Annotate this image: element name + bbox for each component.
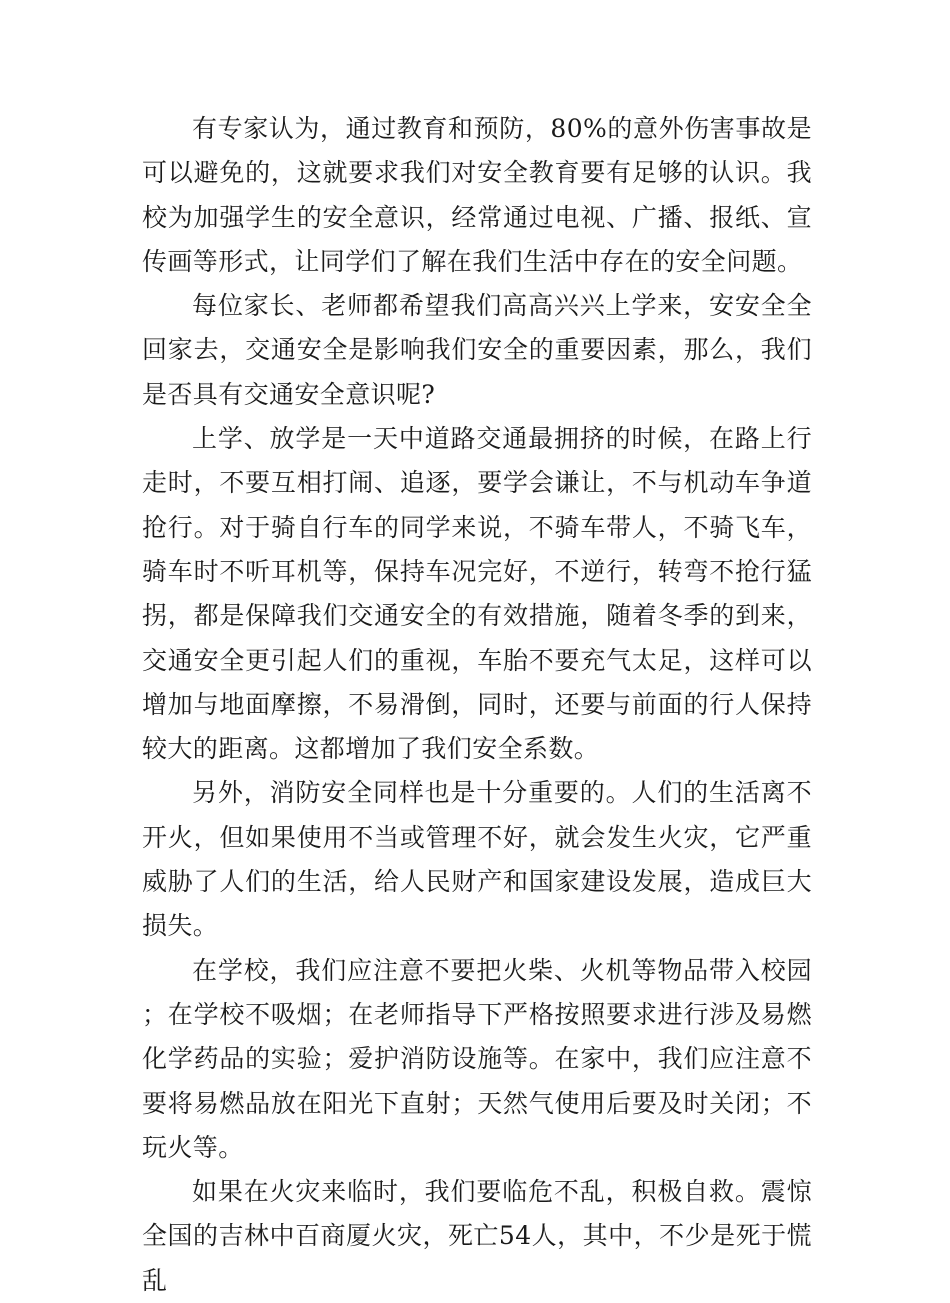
paragraph-education: 有专家认为，通过教育和预防，80%的意外伤害事故是可以避免的，这就要求我们对安全教育要有足够的认识。我校为加强学生的安全意识，经常通过电视、广播、报纸、宣传画等形式，让同学们了解在我们生活中存在的安全问题。 bbox=[142, 114, 812, 276]
paragraph-traffic-intro: 每位家长、老师都希望我们高高兴兴上学来，安安全全回家去，交通安全是影响我们安全的重要因素，那么，我们是否具有交通安全意识呢? bbox=[142, 291, 812, 409]
paragraph-fire-prevention: 在学校，我们应注意不要把火柴、火机等物品带入校园；在学校不吸烟；在老师指导下严格按照要求进行涉及易燃化学药品的实验；爱护消防设施等。在家中，我们应注意不要将易燃品放在阳光下直射；天然气使用后要及时关闭；不玩火等。 bbox=[142, 955, 812, 1162]
paragraph-fire-safety: 另外，消防安全同样也是十分重要的。人们的生活离不开火，但如果使用不当或管理不好，就会发生火灾，它严重威胁了人们的生活，给人民财产和国家建设发展，造成巨大损失。 bbox=[142, 778, 812, 941]
paragraph-traffic-rules: 上学、放学是一天中道路交通最拥挤的时候，在路上行走时，不要互相打闹、追逐，要学会谦让，不与机动车争道抢行。对于骑自行车的同学来说，不骑车带人，不骑飞车，骑车时不听耳机等，保持车况完好，不逆行，转弯不抢行猛拐，都是保障我们交通安全的有效措施，随着冬季的到来，交通安全更引起人们的重视，车胎不要充气太足，这样可以增加与地面摩擦，不易滑倒，同时，还要与前面的行人保持较大的距离。这都增加了我们安全系数。 bbox=[142, 424, 812, 764]
document-body bbox=[142, 107, 812, 1303]
paragraph-fire-escape: 如果在火灾来临时，我们要临危不乱，积极自救。震惊全国的吉林中百商厦火灾，死亡54人，其中，不少是死于慌乱 bbox=[142, 1177, 812, 1295]
